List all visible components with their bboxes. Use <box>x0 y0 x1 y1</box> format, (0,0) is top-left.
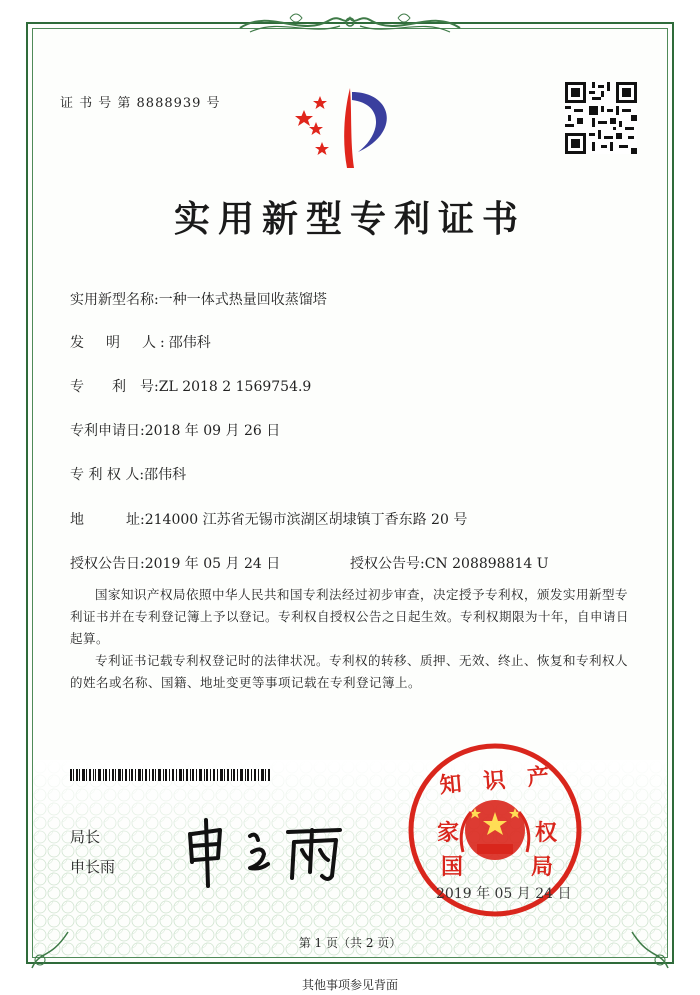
statement-paragraph-1: 国家知识产权局依照中华人民共和国专利法经过初步审查，决定授予专利权，颁发实用新型专利证书并在专利登记簿上予以登记。专利权自授权公告之日起生效。专利权期限为十年，自申请日起算。 <box>70 587 630 646</box>
director-name: 申长雨 <box>70 858 116 876</box>
field-inventor-value: 邵伟科 <box>168 335 211 351</box>
cnipa-logo <box>292 82 407 172</box>
svg-text:知 识 产: 知 识 产 <box>438 764 551 799</box>
back-note: 其他事项参见背面 <box>301 978 398 992</box>
field-grant-date-value: 2019 年 05 月 24 日 <box>144 556 281 572</box>
field-name-label: 实用新型名称: <box>70 292 159 308</box>
svg-text:家: 家 <box>437 821 460 846</box>
field-inventor <box>70 332 211 352</box>
seal-date: 2019 年 05 月 24 日 <box>436 886 572 902</box>
svg-text:局: 局 <box>531 855 554 880</box>
field-grant-number-label: 授权公告号: <box>350 556 425 572</box>
field-application-date <box>70 420 280 440</box>
field-application-date-value: 2018 年 09 月 26 日 <box>144 423 281 439</box>
field-address <box>70 509 467 529</box>
certificate-title: 实用新型专利证书 <box>173 199 526 240</box>
field-address-value: 214000 江苏省无锡市滨湖区胡埭镇丁香东路 20 号 <box>144 512 468 528</box>
director-title: 局长 <box>70 828 101 846</box>
field-grant-number <box>350 553 549 573</box>
field-patent-number-value: ZL 2018 2 1569754.9 <box>158 379 312 395</box>
field-patentee-value: 邵伟科 <box>144 467 187 483</box>
field-patent-number <box>70 376 311 396</box>
handwritten-signature <box>180 812 350 892</box>
qr-code <box>565 82 637 154</box>
field-name-value: 一种一体式热量回收蒸馏塔 <box>158 292 327 308</box>
page-indicator: 第 1 页（共 2 页） <box>298 936 402 950</box>
statement-paragraph-2: 专利证书记载专利权登记时的法律状况。专利权的转移、质押、无效、终止、恢复和专利权人的姓名或名称、国籍、地址变更等事项记载在专利登记簿上。 <box>70 653 629 690</box>
certificate-number: 证 书 号 第 8888939 号 <box>60 96 221 111</box>
field-inventor-label: 发 明 人: <box>70 335 169 351</box>
field-grant-date <box>70 553 280 573</box>
svg-text:国: 国 <box>441 855 464 880</box>
field-name <box>70 289 327 309</box>
top-ornament <box>230 8 470 38</box>
field-patentee <box>70 464 186 484</box>
barcode <box>70 769 270 781</box>
field-application-date-label: 专利申请日: <box>70 423 145 439</box>
svg-text:权: 权 <box>535 821 558 846</box>
statement-paragraphs <box>70 584 636 694</box>
field-patent-number-label: 专 利 号: <box>70 379 159 395</box>
field-grant-date-label: 授权公告日: <box>70 556 145 572</box>
field-grant-number-value: CN 208898814 U <box>424 556 549 572</box>
field-address-label: 地 址: <box>70 512 145 528</box>
field-patentee-label: 专 利 权 人: <box>70 467 145 483</box>
